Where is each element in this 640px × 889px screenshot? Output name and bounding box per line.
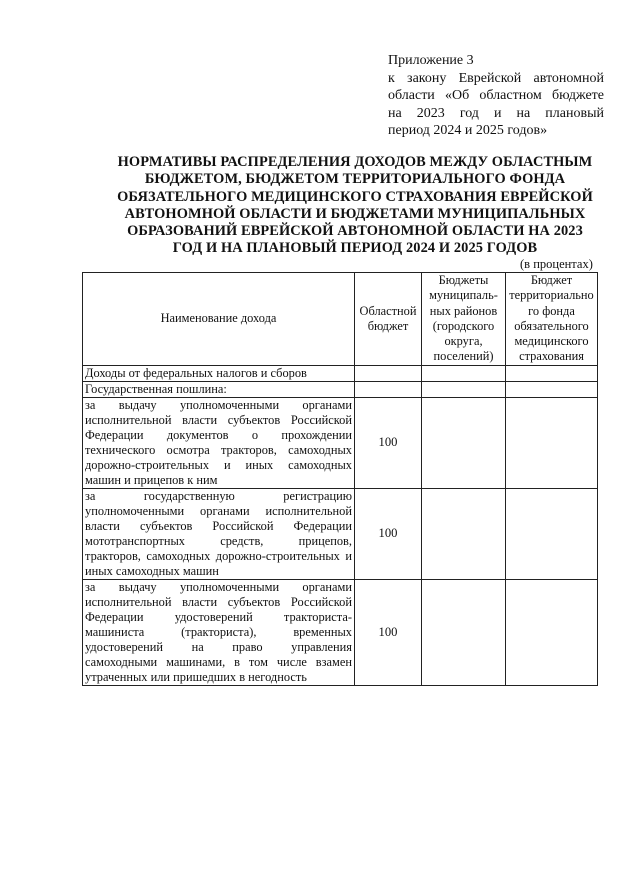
header-regional-budget: [355, 273, 422, 366]
title-line: ОБЯЗАТЕЛЬНОГО МЕДИЦИНСКОГО СТРАХОВАНИЯ ЕВРЕЙСКОЙ: [117, 188, 593, 205]
header-income-name: Наименование дохода: [83, 273, 355, 366]
income-name-cell: Доходы от федеральных налогов и сборов: [83, 365, 355, 381]
income-name-line: машиниста (тракториста), временных: [85, 624, 352, 639]
regional-value-cell: [355, 365, 422, 381]
income-name-line: технического осмотра тракторов, самоходных: [85, 442, 352, 457]
table-header-row: [83, 273, 598, 366]
title-line: АВТОНОМНОЙ ОБЛАСТИ И БЮДЖЕТАМИ МУНИЦИПАЛЬНЫХ: [124, 205, 586, 222]
header-line: Бюджеты: [438, 273, 489, 287]
appendix-note: [388, 52, 604, 140]
title-line: ОБРАЗОВАНИЙ ЕВРЕЙСКОЙ АВТОНОМНОЙ ОБЛАСТИ НА 2023: [127, 223, 583, 240]
regional-value-cell: 100: [355, 397, 422, 488]
header-line: обязательного: [514, 318, 589, 333]
table-row: [83, 365, 598, 381]
document-title: [100, 154, 610, 258]
title-line: НОРМАТИВЫ РАСПРЕДЕЛЕНИЯ ДОХОДОВ МЕЖДУ ОБЛАСТНЫМ: [117, 154, 593, 170]
appendix-line: период 2024 и 2025 годов»: [388, 123, 548, 138]
income-name-line: Федерации документов о прохождении: [85, 427, 352, 442]
income-name-line: исполнительной власти субъектов Российской: [85, 412, 352, 427]
header-line: го фонда: [528, 303, 575, 318]
income-name-line: утраченных или пришедших в негодность: [85, 669, 307, 684]
income-name-line: власти субъектов Российской Федерации: [85, 518, 352, 533]
municipal-value-cell: [422, 365, 506, 381]
appendix-line: на 2023 год и на плановый: [388, 105, 604, 121]
income-name-cell: [83, 488, 355, 579]
table-row: [83, 397, 598, 488]
income-name-line: за выдачу уполномоченными органами: [85, 397, 352, 412]
municipal-value-cell: [422, 381, 506, 397]
header-line: округа,: [444, 334, 483, 349]
income-name-line: иных самоходных машин: [85, 563, 219, 578]
income-name-line: дорожно-строительных и иных самоходных: [85, 457, 352, 472]
table-row: [83, 488, 598, 579]
income-name-line: уполномоченными органами исполнительной: [85, 503, 352, 518]
header-municipal-budgets: [422, 273, 506, 366]
header-insurance-fund-budget: [506, 273, 598, 366]
income-name-line: Федерации удостоверений тракториста-: [85, 609, 352, 624]
table-row: [83, 579, 598, 685]
header-line: территориально: [509, 288, 594, 303]
income-name-line: мототранспортных средств, прицепов,: [85, 533, 352, 548]
income-name-line: за выдачу уполномоченными органами: [85, 579, 352, 594]
header-line: Бюджет: [530, 273, 573, 287]
norms-table: [82, 272, 598, 686]
income-name-line: удостоверений на право управления: [85, 639, 352, 654]
income-name-line: исполнительной власти субъектов Российской: [85, 594, 352, 609]
fund-value-cell: [506, 579, 598, 685]
municipal-value-cell: [422, 579, 506, 685]
header-line: бюджет: [367, 318, 409, 333]
title-line: ГОД И НА ПЛАНОВЫЙ ПЕРИОД 2024 И 2025 ГОДОВ: [172, 240, 538, 257]
income-name-line: самоходными машинами, в том числе взамен: [85, 654, 352, 669]
income-name-cell: Государственная пошлина:: [83, 381, 355, 397]
appendix-line: Приложение 3: [388, 53, 474, 68]
header-line: страхования: [519, 349, 584, 364]
regional-value-cell: 100: [355, 488, 422, 579]
table-row: [83, 381, 598, 397]
regional-value-cell: [355, 381, 422, 397]
municipal-value-cell: [422, 397, 506, 488]
appendix-line: к закону Еврейской автономной: [388, 70, 604, 86]
header-line: муниципаль-: [429, 288, 498, 303]
income-name-line: машин и прицепов к ним: [85, 472, 218, 487]
fund-value-cell: [506, 365, 598, 381]
title-line: БЮДЖЕТОМ, БЮДЖЕТОМ ТЕРРИТОРИАЛЬНОГО ФОНДА: [144, 171, 566, 188]
municipal-value-cell: [422, 488, 506, 579]
fund-value-cell: [506, 381, 598, 397]
appendix-line: области «Об областном бюджете: [388, 88, 604, 103]
fund-value-cell: [506, 488, 598, 579]
regional-value-cell: 100: [355, 579, 422, 685]
fund-value-cell: [506, 397, 598, 488]
income-name-cell: [83, 579, 355, 685]
units-note: (в процентах): [520, 257, 593, 271]
header-line: ных районов: [429, 303, 498, 318]
income-name-cell: [83, 397, 355, 488]
income-name-line: за государственную регистрацию: [85, 488, 352, 503]
income-name-line: тракторов, самоходных дорожно-строительных и: [85, 548, 352, 563]
header-line: поселений): [433, 349, 494, 364]
header-line: медицинского: [514, 334, 589, 349]
header-line: Областной: [359, 303, 417, 318]
header-line: (городского: [432, 318, 495, 333]
